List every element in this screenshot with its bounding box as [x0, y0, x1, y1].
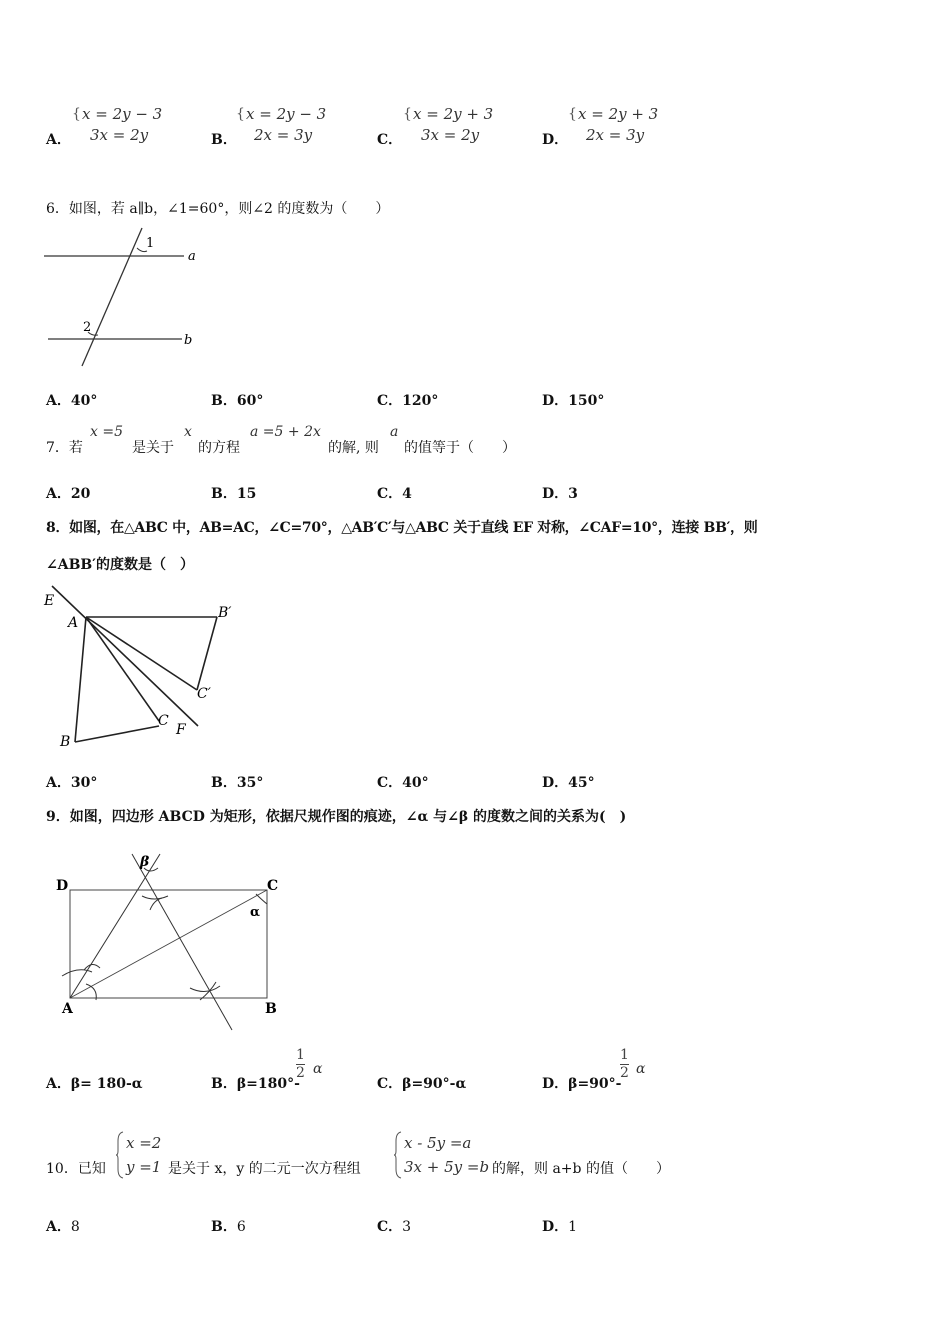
q8-option-a[interactable]: A．30°: [46, 775, 98, 791]
q10-solution-system: x =2 y =1: [126, 1131, 161, 1179]
label-a: A: [68, 615, 79, 631]
q7-option-a[interactable]: A．20: [46, 486, 91, 502]
label-alpha: α: [250, 905, 261, 920]
q9-option-b[interactable]: B．β=180°-: [211, 1076, 300, 1092]
label-beta: β: [140, 854, 150, 870]
q6-stem: 6．如图，若 a∥b，∠1=60°，则∠2 的度数为（ ）: [46, 201, 390, 217]
q6-figure: [44, 226, 204, 371]
segment-b-prime-c-prime: [197, 617, 217, 690]
q10-suffix: 的解，则 a+b 的值（ ）: [492, 1161, 670, 1177]
q9-option-c[interactable]: C．β=90°-α: [377, 1076, 467, 1092]
q5-option-b[interactable]: B．: [211, 132, 237, 148]
q8-stem-line2: ∠ABB′的度数是（ ）: [46, 557, 194, 573]
angle-1-label: 1: [146, 236, 155, 251]
line-b-label: b: [184, 333, 193, 348]
arc-mark-3: [84, 964, 100, 970]
q10-option-a[interactable]: A．8: [46, 1219, 80, 1235]
q7-mid1: 是关于: [132, 440, 174, 456]
q7-option-d[interactable]: D．3: [542, 486, 578, 502]
segment-bc: [75, 726, 159, 742]
label-a: A: [62, 1001, 73, 1017]
q7-math-x-eq-5: x =5: [90, 424, 123, 440]
q10-option-d[interactable]: D．1: [542, 1219, 578, 1235]
line-ef: [52, 586, 198, 726]
q7-math-a: a: [390, 424, 399, 440]
segment-ab: [75, 617, 86, 742]
brace-icon: {: [403, 106, 412, 122]
brace-icon: {: [568, 106, 577, 122]
bisector-line: [70, 854, 160, 998]
q5-option-d-system: { x = 2y + 3 2x = 3y: [568, 105, 659, 144]
label-b: B: [60, 734, 71, 750]
q8-option-d[interactable]: D．45°: [542, 775, 595, 791]
q10-equation-system: x - 5y =a 3x + 5y =b: [404, 1131, 489, 1179]
q8-option-b[interactable]: B．35°: [211, 775, 264, 791]
q5-option-a[interactable]: A．: [46, 132, 71, 148]
q10-prefix: 10．已知: [46, 1161, 106, 1177]
q9-figure: [50, 848, 300, 1038]
angle-alpha-arc: [256, 894, 267, 904]
line-a-label: a: [188, 249, 196, 264]
q10-option-c[interactable]: C．3: [377, 1219, 412, 1235]
label-b: B: [265, 1001, 277, 1017]
q5-option-c-system: { x = 2y + 3 3x = 2y: [403, 105, 494, 144]
q7-option-b[interactable]: B．15: [211, 486, 257, 502]
perpendicular-bisector: [132, 854, 232, 1030]
segment-ac-prime: [86, 617, 197, 690]
q9-option-a[interactable]: A．β= 180-α: [46, 1076, 143, 1092]
q6-option-d[interactable]: D．150°: [542, 393, 605, 409]
label-d: D: [56, 878, 69, 894]
label-c-prime: C′: [197, 686, 211, 702]
label-f: F: [176, 722, 186, 738]
q5-option-a-system: { x = 2y − 3 3x = 2y: [72, 105, 163, 144]
q9-option-d-alpha: α: [636, 1061, 646, 1077]
arc-mark-6: [190, 986, 220, 992]
q8-stem-line1: 8．如图，在△ABC 中，AB=AC，∠C=70°，△AB′C′与△ABC 关于直线 EF 对称，∠CAF=10°，连接 BB′，则: [46, 520, 758, 536]
q10-mid: 是关于 x，y 的二元一次方程组: [168, 1161, 361, 1177]
brace-icon: {: [72, 106, 81, 122]
q7-mid2: 的方程: [198, 440, 240, 456]
q7-prefix: 7．若: [46, 440, 83, 456]
q9-option-d-fraction: $\frac{1}{2}$: [620, 1047, 629, 1081]
arc-mark-4: [142, 896, 168, 899]
brace-icon: {: [236, 106, 245, 122]
q9-option-d[interactable]: D．β=90°-: [542, 1076, 622, 1092]
label-c: C: [158, 713, 169, 729]
q5-option-b-system: { x = 2y − 3 2x = 3y: [236, 105, 327, 144]
q7-option-c[interactable]: C．4: [377, 486, 412, 502]
q7-math-x: x: [184, 424, 192, 440]
q9-stem: 9．如图，四边形 ABCD 为矩形，依据尺规作图的痕迹，∠α 与∠β 的度数之间的关系为( ): [46, 809, 627, 825]
q9-option-b-fraction: $\frac{1}{2}$: [296, 1047, 305, 1081]
q9-option-b-alpha: α: [313, 1061, 323, 1077]
label-e: E: [44, 593, 55, 609]
angle-2-label: 2: [83, 320, 92, 335]
q7-math-equation: a =5 + 2x: [250, 424, 321, 440]
label-c: C: [267, 878, 279, 894]
q10-option-b[interactable]: B．6: [211, 1219, 246, 1235]
q5-option-c[interactable]: C．: [377, 132, 403, 148]
q6-option-a[interactable]: A．40°: [46, 393, 98, 409]
q6-option-b[interactable]: B．60°: [211, 393, 264, 409]
brace-icon: [116, 1131, 124, 1179]
segment-ac: [86, 617, 159, 721]
q7-mid3: 的解, 则: [328, 440, 379, 456]
diagonal-ac: [70, 890, 267, 998]
transversal: [82, 228, 142, 366]
q8-option-c[interactable]: C．40°: [377, 775, 429, 791]
q8-figure: [40, 580, 250, 755]
brace-icon: [394, 1131, 402, 1179]
label-b-prime: B′: [218, 605, 232, 621]
q7-suffix: 的值等于（ ）: [404, 440, 516, 456]
arc-mark-1: [62, 970, 92, 976]
q6-option-c[interactable]: C．120°: [377, 393, 439, 409]
q5-option-d[interactable]: D．: [542, 132, 569, 148]
